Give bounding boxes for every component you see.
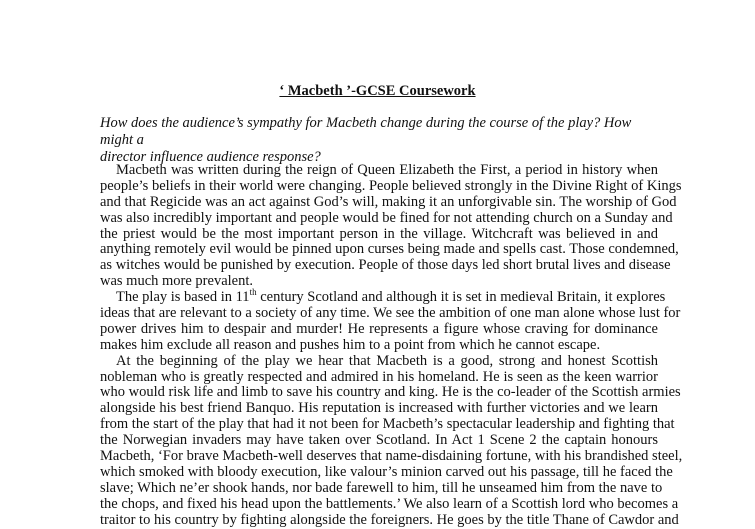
paragraph-3 bbox=[100, 352, 683, 529]
text-line: alongside his best friend Banquo. His reputation is increased with further victories and we learn bbox=[100, 400, 658, 417]
text-line: At the beginning of the play we hear that Macbeth is a good, strong and honest Scottish bbox=[116, 352, 658, 369]
text-line: people’s beliefs in their world were changing. People believed strongly in the Divine Right of Kings bbox=[100, 177, 682, 194]
text-segment: century Scotland and although it is set in medieval Britain, it explores bbox=[256, 289, 666, 306]
title-text: ‘ Macbeth ’-GCSE Coursework bbox=[279, 83, 476, 99]
paragraph-2 bbox=[100, 287, 681, 354]
question-line: How does the audience’s sympathy for Macbeth change during the course of the play? How might a bbox=[100, 115, 632, 148]
document-title bbox=[0, 83, 755, 100]
text-line bbox=[100, 287, 666, 306]
question-line: director influence audience response? bbox=[100, 149, 321, 165]
text-line: which smoked with bloody execution, like valour’s minion carved out his passage, till he faced the bbox=[100, 463, 673, 480]
text-line: ideas that are relevant to a society of any time. We see the ambition of one man alone whose lust for bbox=[100, 305, 681, 322]
essay-body bbox=[100, 162, 683, 528]
superscript: th bbox=[249, 287, 257, 298]
text-line: power drives him to despair and murder! He represents a figure whose craving for dominance bbox=[100, 320, 658, 337]
text-line: Macbeth was written during the reign of Queen Elizabeth the First, a period in history when bbox=[116, 162, 658, 178]
text-line: makes him exclude all reason and pushes him to a point from which he cannot escape. bbox=[100, 336, 601, 353]
text-line: slave; Which ne’er shook hands, nor bade farewell to him, till he unseamed him from the nave to bbox=[100, 479, 663, 496]
text-segment: The play is based in 11 bbox=[116, 289, 250, 306]
text-line: as witches would be punished by execution. People of those days led short brutal lives and disease bbox=[100, 257, 671, 274]
text-line: was also incredibly important and people would be fined for not attending church on a Sunday and bbox=[100, 209, 673, 226]
paragraph-1 bbox=[100, 162, 682, 290]
text-line: the Norwegian invaders may have taken over Scotland. In Act 1 Scene 2 the captain honours bbox=[100, 432, 658, 449]
text-line: was much more prevalent. bbox=[100, 273, 254, 290]
text-line: Macbeth, ‘For brave Macbeth-well deserves that name-disdaining fortune, with his brandished steel, bbox=[100, 448, 683, 465]
text-line: traitor to his country by fighting alongside the foreigners. He goes by the title Thane of Cawdor and bbox=[100, 511, 679, 528]
text-line: anything remotely evil would be pinned upon curses being made and spells cast. Those condemned, bbox=[100, 241, 679, 258]
text-line: and that Regicide was an act against God’s will, making it an unforgivable sin. The worship of God bbox=[100, 193, 677, 210]
text-line: from the start of the play that had it not been for Macbeth’s spectacular leadership and fighting that bbox=[100, 416, 675, 433]
text-line: the priest would be the most important person in the village. Witchcraft was believed in and bbox=[100, 225, 658, 242]
text-line: who would risk life and limb to save his country and king. He is the co-leader of the Scottish armies bbox=[100, 384, 681, 401]
text-line: nobleman who is greatly respected and admired in his homeland. He is seen as the keen warrior bbox=[100, 368, 658, 385]
essay-question bbox=[100, 115, 660, 166]
text-line: the chops, and fixed his head upon the battlements.’ We also learn of a Scottish lord who becomes a bbox=[100, 495, 679, 512]
